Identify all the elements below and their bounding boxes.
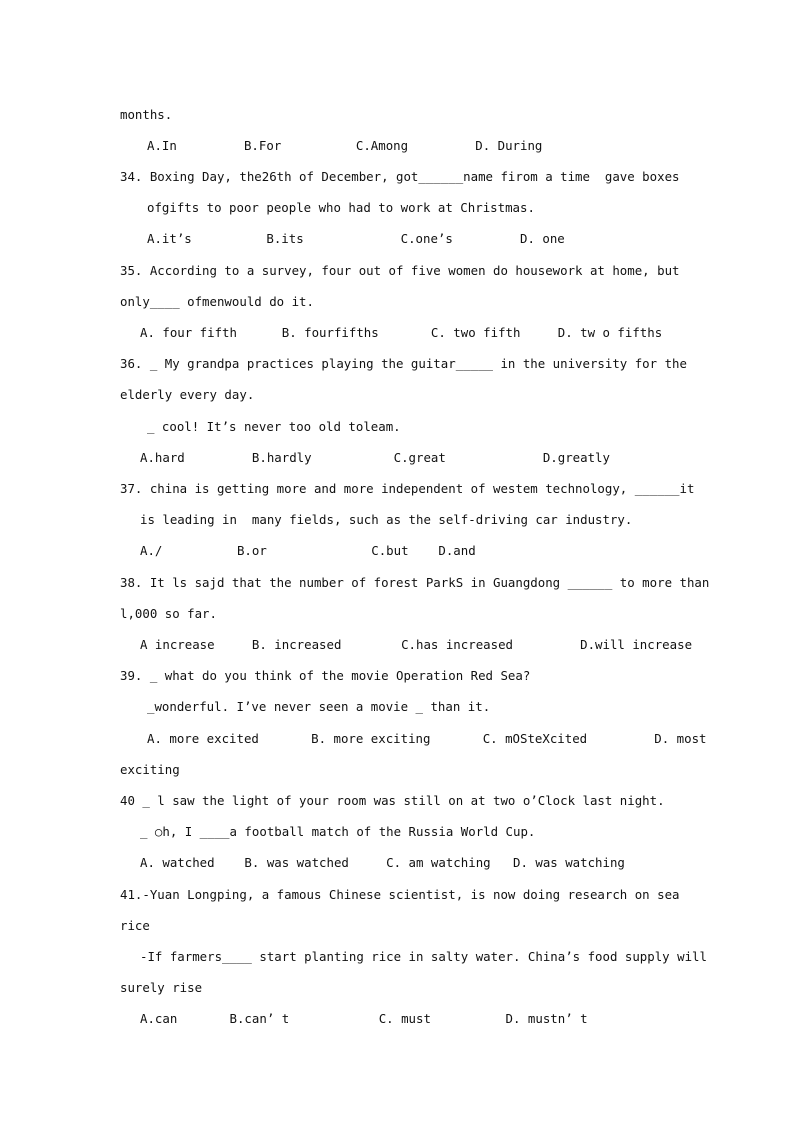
q41-stem-cont: rice	[120, 918, 150, 933]
q38-stem: 38. It ls sajd that the number of forest ParkS in Guangdong ______ to more than	[120, 575, 710, 590]
q39-options: A. more excited B. more exciting C. mOSteXcited D. most	[147, 731, 707, 746]
q36-stem-cont: elderly every day.	[120, 387, 255, 402]
q37-stem-cont: is leading in many fields, such as the self-driving car industry.	[140, 512, 633, 527]
q40-reply: _ ○h, I ____a football match of the Russia World Cup.	[140, 824, 536, 839]
q35-options: A. four fifth B. fourfifths C. two fifth D. tw o fifths	[140, 325, 663, 340]
q35-stem: 35. According to a survey, four out of five women do housework at home, but	[120, 263, 680, 278]
q37-stem: 37. china is getting more and more independent of westem technology, ______it	[120, 481, 695, 496]
q38-options: A increase B. increased C.has increased D.will increase	[140, 637, 693, 652]
q33-options: A.In B.For C.Among D. During	[147, 138, 543, 153]
q40-options: A. watched B. was watched C. am watching D. was watching	[140, 855, 625, 870]
q39-stem: 39. _ what do you think of the movie Operation Red Sea?	[120, 668, 531, 683]
q35-stem-cont: only____ ofmenwould do it.	[120, 294, 314, 309]
q34-stem: 34. Boxing Day, the26th of December, got______name firom a time gave boxes	[120, 169, 680, 184]
q34-options: A.it’s B.its C.one’s D. one	[147, 231, 565, 246]
q38-stem-cont: l,000 so far.	[120, 606, 217, 621]
line-months: months.	[120, 107, 173, 122]
q37-options: A./ B.or C.but D.and	[140, 543, 476, 558]
q39-reply: _wonderful. I’ve never seen a movie _ than it.	[147, 699, 491, 714]
q41-stem: 41.-Yuan Longping, a famous Chinese scientist, is now doing research on sea	[120, 887, 680, 902]
q36-options: A.hard B.hardly C.great D.greatly	[140, 450, 610, 465]
q41-options: A.can B.can’ t C. must D. mustn’ t	[140, 1011, 588, 1026]
q36-stem: 36. _ My grandpa practices playing the guitar_____ in the university for the	[120, 356, 687, 371]
q36-reply: _ cool! It’s never too old toleam.	[147, 419, 401, 434]
q41-reply: -If farmers____ start planting rice in salty water. China’s food supply will	[140, 949, 707, 964]
q41-reply-cont: surely rise	[120, 980, 203, 995]
q40-stem: 40 _ l saw the light of your room was still on at two o’Clock last night.	[120, 793, 665, 808]
q34-stem-cont: ofgifts to poor people who had to work at Christmas.	[147, 200, 535, 215]
q39-options-cont: exciting	[120, 762, 180, 777]
